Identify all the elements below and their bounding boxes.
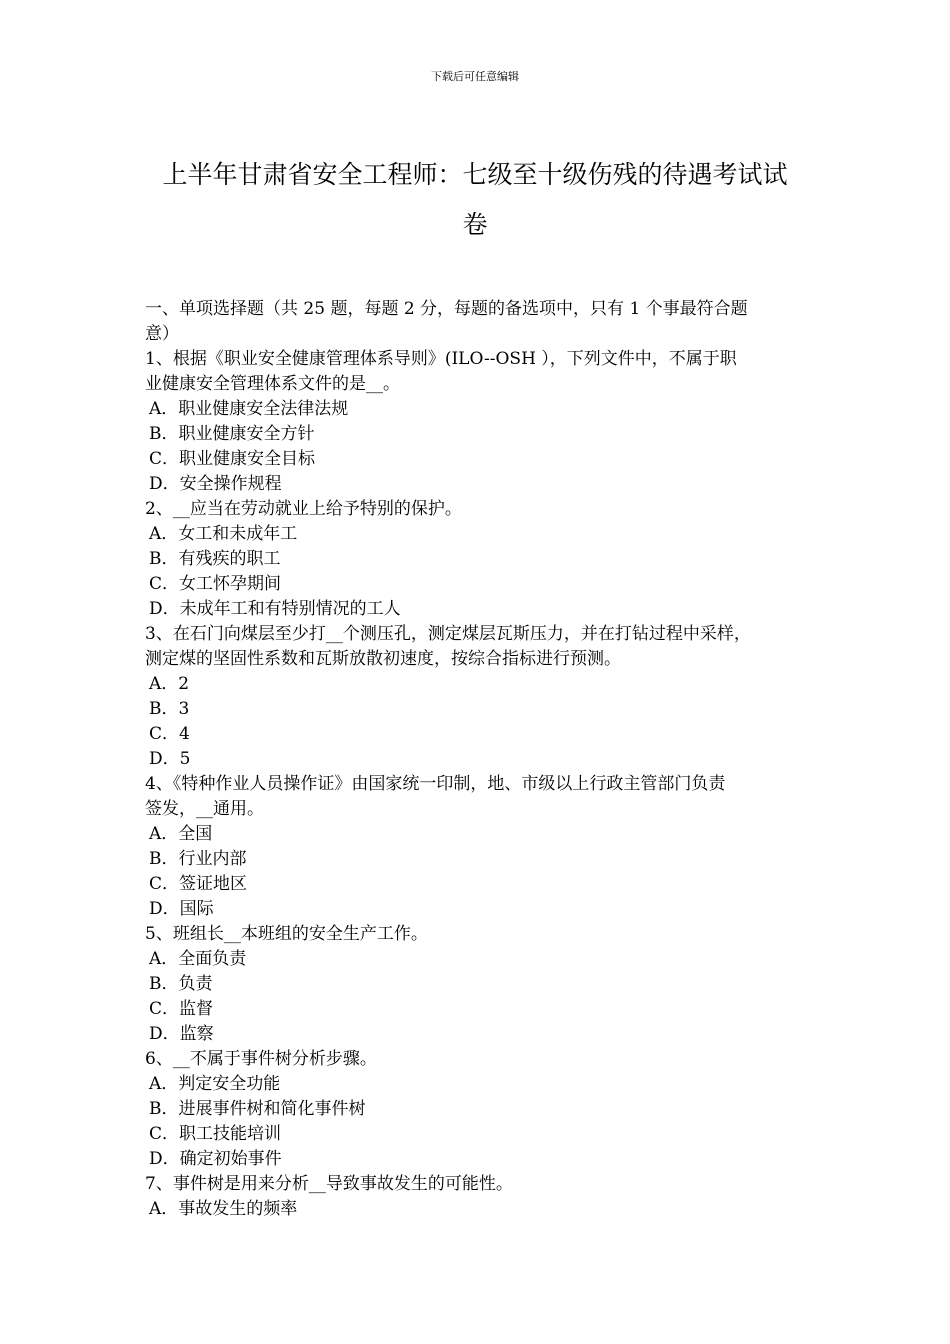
question-5-option-d: D．监察 [149, 1024, 214, 1044]
question-3-line-2: 测定煤的坚固性系数和瓦斯放散初速度，按综合指标进行预测。 [145, 649, 621, 669]
question-4-line-2: 签发，__通用。 [145, 799, 264, 819]
section-heading-line-2: 意） [145, 324, 179, 344]
question-2-option-a: A．女工和未成年工 [149, 524, 298, 544]
question-5-option-a: A．全面负责 [149, 949, 247, 969]
question-3-line-1: 3、在石门向煤层至少打__个测压孔，测定煤层瓦斯压力，并在打钻过程中采样， [145, 624, 751, 644]
question-1-option-c: C．职业健康安全目标 [149, 449, 316, 469]
question-1-option-d: D．安全操作规程 [149, 474, 282, 494]
question-6-option-c: C．职工技能培训 [149, 1124, 282, 1144]
question-4-line-1: 4、《特种作业人员操作证》由国家统一印制，地、市级以上行政主管部门负责 [145, 774, 726, 794]
question-7-line-1: 7、事件树是用来分析__导致事故发生的可能性。 [145, 1174, 513, 1194]
question-1-line-1: 1、根据《职业安全健康管理体系导则》(ILO--OSH ），下列文件中，不属于职 [145, 349, 737, 369]
question-5-line-1: 5、班组长__本班组的安全生产工作。 [145, 924, 428, 944]
question-2-option-c: C．女工怀孕期间 [149, 574, 282, 594]
question-5-option-c: C．监督 [149, 999, 214, 1019]
header-note: 下载后可任意编辑 [431, 70, 519, 83]
question-4-option-c: C．签证地区 [149, 874, 248, 894]
question-5-option-b: B．负责 [149, 974, 213, 994]
question-6-option-a: A．判定安全功能 [149, 1074, 281, 1094]
question-1-option-a: A．职业健康安全法律法规 [149, 399, 349, 419]
exam-content [145, 297, 825, 1222]
question-3-option-b: B．3 [149, 699, 190, 719]
question-6-option-d: D．确定初始事件 [149, 1149, 282, 1169]
section-heading-line-1: 一、单项选择题（共 25 题，每题 2 分，每题的备选项中，只有 1 个事最符合题 [145, 299, 748, 319]
question-4-option-a: A．全国 [149, 824, 213, 844]
question-3-option-a: A．2 [149, 674, 190, 694]
question-3-option-d: D．5 [149, 749, 191, 769]
title-line-2: 卷 [462, 210, 488, 239]
question-6-line-1: 6、__不属于事件树分析步骤。 [145, 1049, 377, 1069]
question-2-option-b: B．有残疾的职工 [149, 549, 281, 569]
question-6-option-b: B．进展事件树和简化事件树 [149, 1099, 366, 1119]
question-3-option-c: C．4 [149, 724, 190, 744]
document-title [150, 150, 800, 250]
question-2-line-1: 2、__应当在劳动就业上给予特别的保护。 [145, 499, 462, 519]
question-1-option-b: B．职业健康安全方针 [149, 424, 315, 444]
question-4-option-b: B．行业内部 [149, 849, 247, 869]
question-2-option-d: D．未成年工和有特别情况的工人 [149, 599, 401, 619]
question-7-option-a: A．事故发生的频率 [149, 1199, 298, 1219]
question-4-option-d: D．国际 [149, 899, 214, 919]
question-1-line-2: 业健康安全管理体系文件的是__。 [145, 374, 400, 394]
title-line-1: 上半年甘肃省安全工程师：七级至十级伤残的待遇考试试 [162, 160, 788, 189]
